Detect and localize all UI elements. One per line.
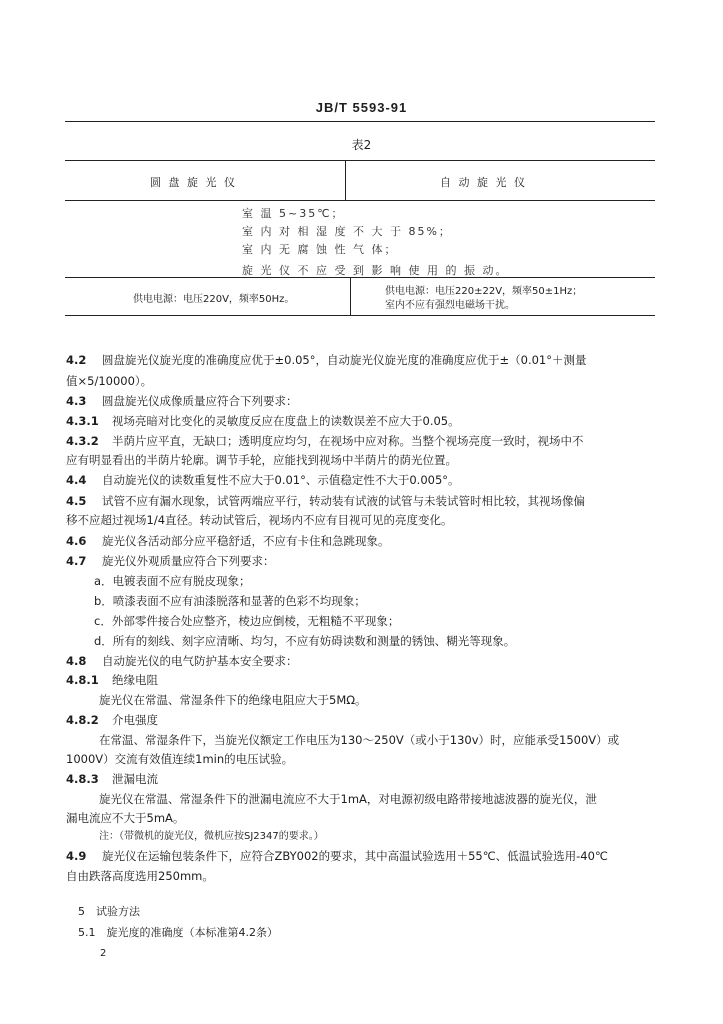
list-item-a: a．电镀表面不应有脱皮现象；: [94, 574, 251, 588]
clause-4-8-3: [66, 772, 158, 786]
clause-4-5: [66, 494, 585, 508]
clause-4-8-2: [66, 713, 158, 727]
standard-number: JB/T 5593-91: [315, 100, 408, 115]
clause-title: 泄漏电流: [112, 772, 158, 786]
clause-text: 自动旋光仪的电气防护基本安全要求：: [102, 654, 298, 668]
table-power-right-2: 室内不应有强烈电磁场干扰。: [385, 300, 515, 311]
clause-text: 旋光仪各活动部分应平稳舒适，不应有卡住和急跳现象。: [102, 534, 390, 548]
clause-4-8-2-cont: 1000V）交流有效值连续1min的电压试验。: [66, 752, 294, 766]
clause-text: 视场亮暗对比变化的灵敏度反应在度盘上的读数误差不应大于0.05。: [112, 414, 460, 428]
clause-4-5-cont: 移不应超过视场1/4直径。转动试管后，视场内不应有目视可见的亮度变化。: [66, 513, 453, 527]
clause-4-8-2-text: 在常温、常湿条件下，当旋光仪额定工作电压为130～250V（或小于130v）时，应能承受1500V）或: [99, 733, 620, 747]
clause-4-3-1: [66, 414, 460, 428]
clause-text: 半荫片应平直，无缺口；透明度应均匀，在视场中应对称。当整个视场亮度一致时，视场中不: [112, 434, 584, 448]
header-rule: [65, 121, 655, 122]
table-top-rule: [65, 160, 655, 161]
section-5-1-heading: 5.1 旋光度的准确度（本标准第4.2条）: [78, 926, 278, 939]
clause-4-7: [66, 554, 275, 568]
clause-text: 自动旋光仪的读数重复性不应大于0.01°、示值稳定性不大于0.005°。: [102, 473, 460, 487]
list-item-b: b．喷漆表面不应有油漆脱落和显著的色彩不均现象；: [94, 594, 366, 608]
clause-title: 介电强度: [112, 713, 158, 727]
clause-4-8-3-text: 旋光仪在常温、常湿条件下的泄漏电流应不大于1mA，对电源初级电路带接地滤波器的旋光仪，泄: [99, 792, 597, 806]
clause-note: 注：（带微机的旋光仪，微机应按SJ2347的要求。）: [99, 831, 324, 842]
section-5-heading: 5 试验方法: [78, 905, 140, 918]
table-condition: 室 内 对 相 湿 度 不 大 于 85%；: [242, 225, 452, 238]
clause-number: 4.2: [66, 353, 87, 367]
table-condition: 室 温 5~35℃；: [242, 207, 345, 220]
clause-number: 4.4: [66, 473, 87, 487]
clause-4-2-cont: 值×5/10000）。: [66, 374, 153, 388]
clause-number: 4.3.1: [66, 414, 99, 428]
table-caption: 表2: [351, 138, 372, 152]
clause-text: 试管不应有漏水现象，试管两端应平行，转动装有试液的试管与未装试管时相比较，其视场像偏: [102, 494, 585, 508]
clause-4-4: [66, 473, 460, 487]
clause-4-6: [66, 534, 390, 548]
clause-4-8: [66, 654, 298, 668]
clause-text: 圆盘旋光仪旋光度的准确度应优于±0.05°，自动旋光仪旋光度的准确度应优于±（0.01°＋测量: [102, 353, 587, 367]
clause-title: 绝缘电阻: [112, 673, 158, 687]
clause-4-3-2: [66, 434, 584, 448]
clause-text: 圆盘旋光仪成像质量应符合下列要求：: [102, 394, 298, 408]
clause-number: 4.8.1: [66, 673, 99, 687]
table-header-rule: [65, 200, 655, 201]
clause-4-2: [66, 353, 586, 367]
table-col-right: 自 动 旋 光 仪: [440, 176, 527, 189]
clause-number: 4.8: [66, 654, 87, 668]
list-item-c: c．外部零件接合处应整齐，棱边应倒棱，无粗糙不平现象；: [94, 614, 400, 628]
clause-4-8-1: [66, 673, 158, 687]
clause-4-9-cont: 自由跌落高度选用250mm。: [66, 869, 214, 883]
clause-number: 4.7: [66, 554, 87, 568]
table-power-left: 供电电源：电压220V，频率50Hz。: [133, 294, 295, 305]
table-mid-rule: [65, 277, 655, 278]
table-col-left: 圆 盘 旋 光 仪: [150, 176, 237, 189]
clause-4-3: [66, 394, 298, 408]
clause-text: 旋光仪在运输包装条件下，应符合ZBY002的要求，其中高温试验选用＋55℃、低温试验选用-40℃: [102, 849, 608, 863]
clause-number: 4.8.3: [66, 772, 99, 786]
list-item-d: d．所有的刻线、刻字应清晰、均匀，不应有妨碍读数和测量的锈蚀、糊光等现象。: [94, 634, 516, 648]
clause-number: 4.3: [66, 394, 87, 408]
clause-number: 4.3.2: [66, 434, 99, 448]
clause-number: 4.9: [66, 849, 87, 863]
table-condition: 室 内 无 腐 蚀 性 气 体；: [242, 243, 398, 256]
clause-number: 4.6: [66, 534, 87, 548]
clause-4-3-2-cont: 应有明显看出的半荫片轮廓。调节手轮，应能找到视场中半荫片的荫光位置。: [66, 453, 457, 467]
clause-4-9: [66, 849, 608, 863]
table-power-right-1: 供电电源：电压220±22V，频率50±1Hz；: [385, 286, 583, 297]
clause-4-8-3-cont: 漏电流应不大于5mA。: [66, 811, 185, 825]
page-number: 2: [100, 948, 107, 959]
clause-number: 4.5: [66, 494, 87, 508]
clause-4-8-1-text: 旋光仪在常温、常湿条件下的绝缘电阻应大于5MΩ。: [99, 693, 367, 707]
clause-text: 旋光仪外观质量应符合下列要求：: [102, 554, 275, 568]
table-bottom-rule: [65, 315, 655, 316]
clause-number: 4.8.2: [66, 713, 99, 727]
table-condition: 旋 光 仪 不 应 受 到 影 响 使 用 的 振 动。: [242, 264, 509, 277]
table-header-divider: [345, 160, 346, 200]
table-power-divider: [350, 277, 351, 315]
